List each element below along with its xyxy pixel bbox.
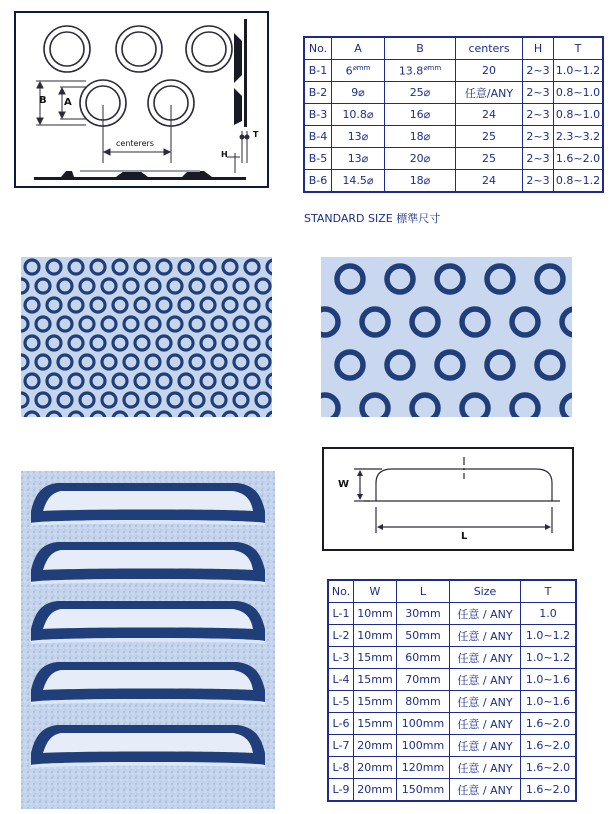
cell-t: 1.0~1.2 [521,647,577,669]
cell-centers: 24 [456,170,523,193]
cell-l: 70mm [397,669,450,691]
cell-size: 任意 / ANY [450,669,521,691]
cell-t: 0.8~1.2 [554,170,604,193]
cell-t: 1.6~2.0 [521,713,577,735]
table-row [304,82,603,104]
cell-l: 60mm [397,647,450,669]
cell-size: 任意 / ANY [450,735,521,757]
col-header-no: No. [328,580,354,603]
cell-no: L-1 [328,603,354,625]
cell-size: 任意 / ANY [450,757,521,779]
cell-t: 2.3~3.2 [554,126,604,148]
col-header-centers: centers [456,37,523,60]
table-row [304,60,603,82]
cell-l: 50mm [397,625,450,647]
cell-l: 30mm [397,603,450,625]
cell-h: 2~3 [523,170,554,193]
table-row [304,170,603,193]
diagram-long-emboss [322,447,574,551]
table-row [328,735,576,757]
cell-l: 120mm [397,757,450,779]
cell-t: 0.8~1.0 [554,82,604,104]
col-header-h: H [523,37,554,60]
cell-no: L-2 [328,625,354,647]
cell-size: 任意 / ANY [450,647,521,669]
cell-no: L-9 [328,779,354,802]
col-header-t: T [521,580,577,603]
cell-w: 15mm [354,713,397,735]
cell-w: 20mm [354,735,397,757]
col-header-l: L [397,580,450,603]
cell-w: 15mm [354,691,397,713]
table-header-row [328,580,576,603]
cell-t: 1.0 [521,603,577,625]
table-row [328,647,576,669]
table-row [328,713,576,735]
table-row [304,126,603,148]
dim-label-t: T [253,130,259,139]
dim-label-w: W [338,479,350,490]
cell-h: 2~3 [523,126,554,148]
cell-a: 9⌀ [332,82,385,104]
cell-t: 1.0~1.6 [521,669,577,691]
cell-centers: 任意/ANY [456,82,523,104]
cell-t: 0.8~1.0 [554,104,604,126]
cell-w: 10mm [354,603,397,625]
cell-size: 任意 / ANY [450,779,521,802]
standard-size-caption: STANDARD SIZE 標準尺寸 [304,212,441,225]
cell-no: L-6 [328,713,354,735]
ring-sheet-photo-small [21,257,272,417]
cell-a: 14.5⌀ [332,170,385,193]
cell-a: 13⌀ [332,148,385,170]
cell-centers: 25 [456,126,523,148]
cell-t: 1.6~2.0 [554,148,604,170]
table-row [304,148,603,170]
cell-centers: 25 [456,148,523,170]
cell-a: 13⌀ [332,126,385,148]
col-header-b: B [385,37,456,60]
cell-l: 80mm [397,691,450,713]
table-row [328,757,576,779]
cell-l: 100mm [397,735,450,757]
table-row [328,625,576,647]
cell-w: 15mm [354,647,397,669]
cell-b: 18⌀ [385,170,456,193]
col-header-t: T [554,37,604,60]
dim-label-l: L [461,531,468,542]
col-header-no: No. [304,37,332,60]
cell-t: 1.6~2.0 [521,735,577,757]
cell-no: B-4 [304,126,332,148]
table-row [328,779,576,802]
col-header-size: Size [450,580,521,603]
cell-l: 100mm [397,713,450,735]
table-row [328,603,576,625]
cell-t: 1.6~2.0 [521,757,577,779]
cell-b: 25⌀ [385,82,456,104]
cell-no: B-3 [304,104,332,126]
cell-h: 2~3 [523,82,554,104]
cell-no: L-7 [328,735,354,757]
ring-pattern-small [21,257,272,417]
cell-b: 20⌀ [385,148,456,170]
cell-no: B-6 [304,170,332,193]
cell-b: $13.8^{⌀mm}$ [385,60,456,82]
dim-label-b: B [39,95,47,106]
cell-t: 1.0~1.6 [521,691,577,713]
cell-a: $6^{⌀mm}$ [332,60,385,82]
cell-h: 2~3 [523,104,554,126]
ring-sheet-photo-large [321,257,572,417]
cell-no: B-5 [304,148,332,170]
cell-t: 1.0~1.2 [554,60,604,82]
long-emboss-pattern [21,471,275,809]
long-emboss-photo [21,471,275,809]
cell-no: B-2 [304,82,332,104]
table-row [328,669,576,691]
cell-w: 10mm [354,625,397,647]
col-header-w: W [354,580,397,603]
cell-a: 10.8⌀ [332,104,385,126]
dim-label-centers: centerers [116,139,154,148]
cell-no: B-1 [304,60,332,82]
cell-size: 任意 / ANY [450,691,521,713]
col-header-a: A [332,37,385,60]
cell-no: L-4 [328,669,354,691]
cell-h: 2~3 [523,148,554,170]
cell-w: 20mm [354,779,397,802]
cell-centers: 24 [456,104,523,126]
diagram-ring-emboss [14,11,269,188]
cell-b: 16⌀ [385,104,456,126]
cell-b: 18⌀ [385,126,456,148]
table-header-row [304,37,603,60]
cell-t: 1.0~1.2 [521,625,577,647]
table-row [328,691,576,713]
cell-size: 任意 / ANY [450,625,521,647]
dim-label-h: H [221,150,228,159]
cell-size: 任意 / ANY [450,603,521,625]
cell-t: 1.6~2.0 [521,779,577,802]
cell-w: 20mm [354,757,397,779]
cell-no: L-8 [328,757,354,779]
size-table-l [327,579,577,802]
cell-no: L-3 [328,647,354,669]
ring-pattern-large [321,257,572,417]
cell-w: 15mm [354,669,397,691]
cell-l: 150mm [397,779,450,802]
standard-size-table-b [303,36,604,193]
ring-emboss-drawing [16,13,267,186]
cell-h: 2~3 [523,60,554,82]
cell-size: 任意 / ANY [450,713,521,735]
dim-label-a: A [64,97,72,108]
cell-no: L-5 [328,691,354,713]
cell-centers: 20 [456,60,523,82]
table-row [304,104,603,126]
long-emboss-drawing [324,449,572,549]
